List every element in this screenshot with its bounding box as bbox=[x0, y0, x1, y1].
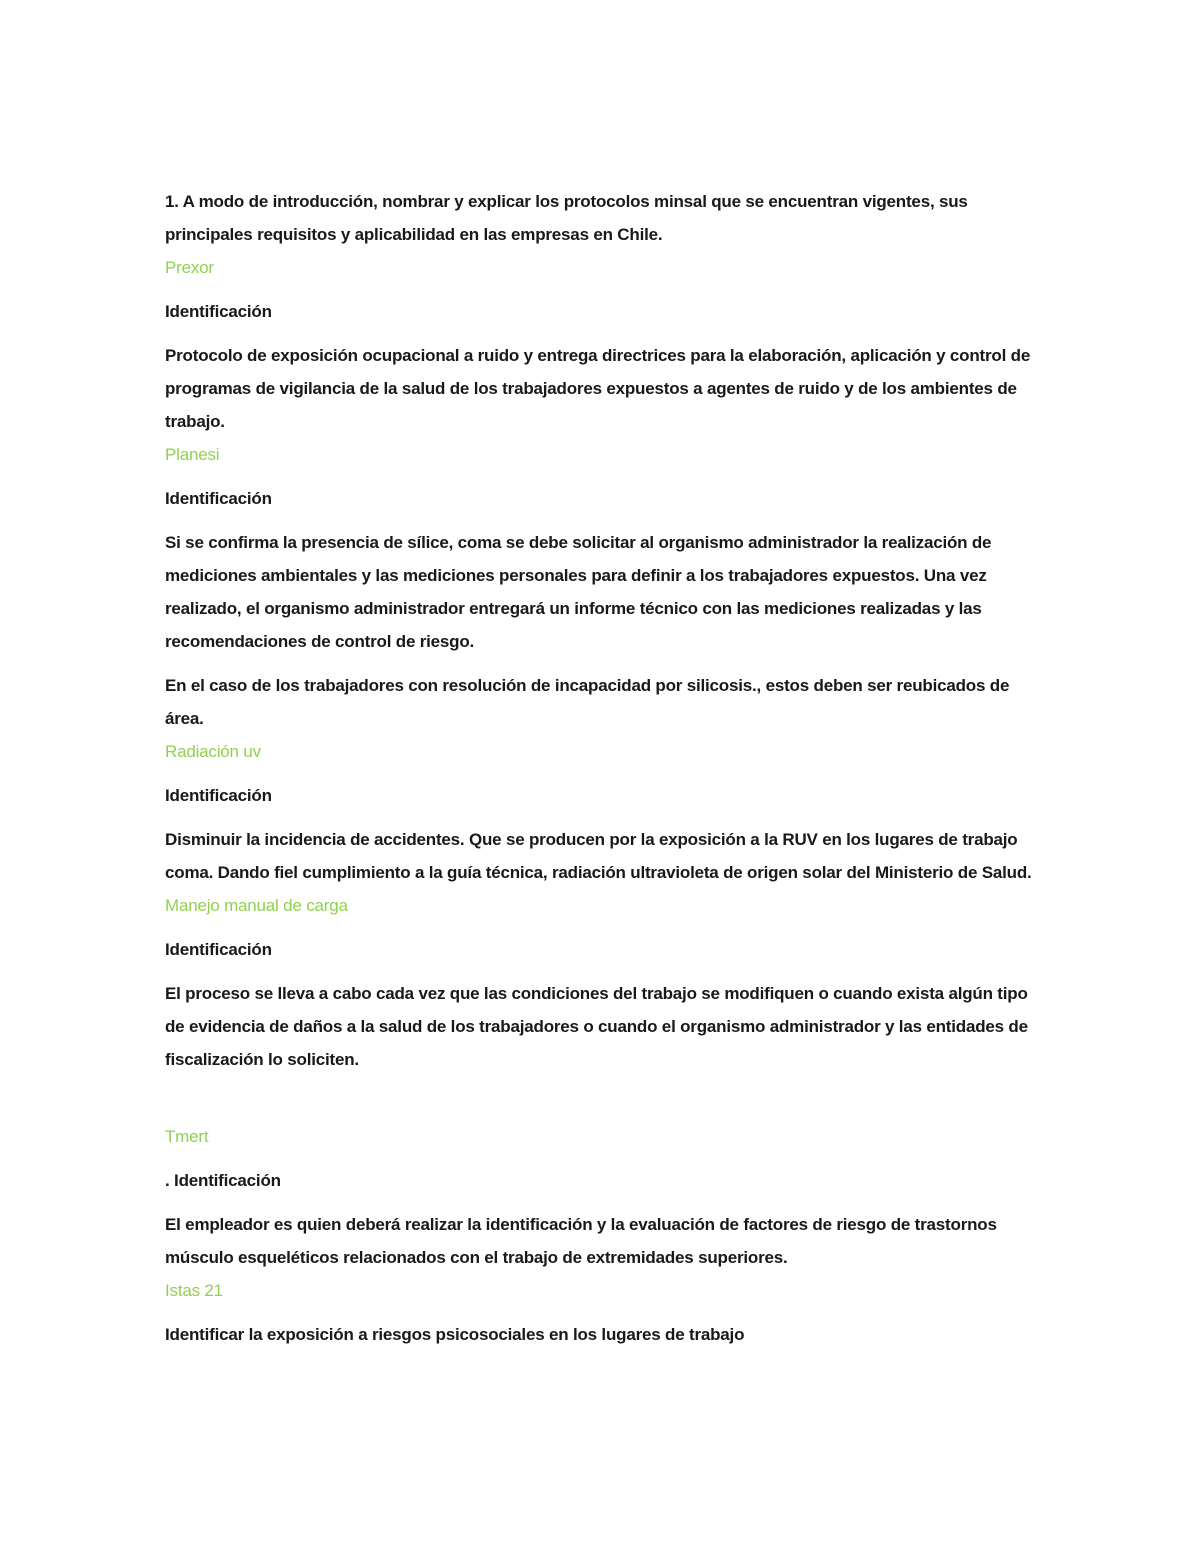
paragraph: El empleador es quien deberá realizar la identificación y la evaluación de factores de riesgo de trastornos músculo esqueléticos relacionados con el trabajo de extremidades superiores. bbox=[165, 1215, 997, 1267]
paragraph: . Identificación bbox=[165, 1171, 281, 1190]
section-heading: Prexor bbox=[165, 258, 214, 277]
section-heading: Tmert bbox=[165, 1127, 209, 1146]
paragraph: Identificar la exposición a riesgos psicosociales en los lugares de trabajo bbox=[165, 1325, 745, 1344]
section-heading: Planesi bbox=[165, 445, 220, 464]
paragraph: Identificación bbox=[165, 302, 272, 321]
paragraph: Identificación bbox=[165, 940, 272, 959]
paragraph: 1. A modo de introducción, nombrar y explicar los protocolos minsal que se encuentran vigentes, sus principales requisitos y aplicabilidad en las empresas en Chile. bbox=[165, 192, 968, 244]
section-heading: Manejo manual de carga bbox=[165, 896, 348, 915]
empty-line bbox=[165, 1087, 1040, 1120]
paragraph: Protocolo de exposición ocupacional a ruido y entrega directrices para la elaboración, aplicación y control de programas de vigilancia de la salud de los trabajadores expuestos a agentes de ruido y de los ambientes de trabajo. bbox=[165, 346, 1031, 431]
paragraph: En el caso de los trabajadores con resolución de incapacidad por silicosis., estos deben ser reubicados de área. bbox=[165, 676, 1010, 728]
paragraph: Identificación bbox=[165, 489, 272, 508]
paragraph: Si se confirma la presencia de sílice, coma se debe solicitar al organismo administrador la realización de mediciones ambientales y las mediciones personales para definir a los trabajadores expuestos. Una vez realizado, el organismo administrador entregará un informe técnico con las mediciones realizadas y las recomendaciones de control de riesgo. bbox=[165, 533, 992, 651]
paragraph: Identificación bbox=[165, 786, 272, 805]
section-heading: Istas 21 bbox=[165, 1281, 223, 1300]
paragraph: Disminuir la incidencia de accidentes. Que se producen por la exposición a la RUV en los lugares de trabajo coma. Dando fiel cumplimiento a la guía técnica, radiación ultravioleta de origen solar del Ministerio de Salud. bbox=[165, 830, 1032, 882]
paragraph: El proceso se lleva a cabo cada vez que las condiciones del trabajo se modifiquen o cuando exista algún tipo de evidencia de daños a la salud de los trabajadores o cuando el organismo administrador y las entidades de fiscalización lo soliciten. bbox=[165, 984, 1028, 1069]
section-heading: Radiación uv bbox=[165, 742, 261, 761]
